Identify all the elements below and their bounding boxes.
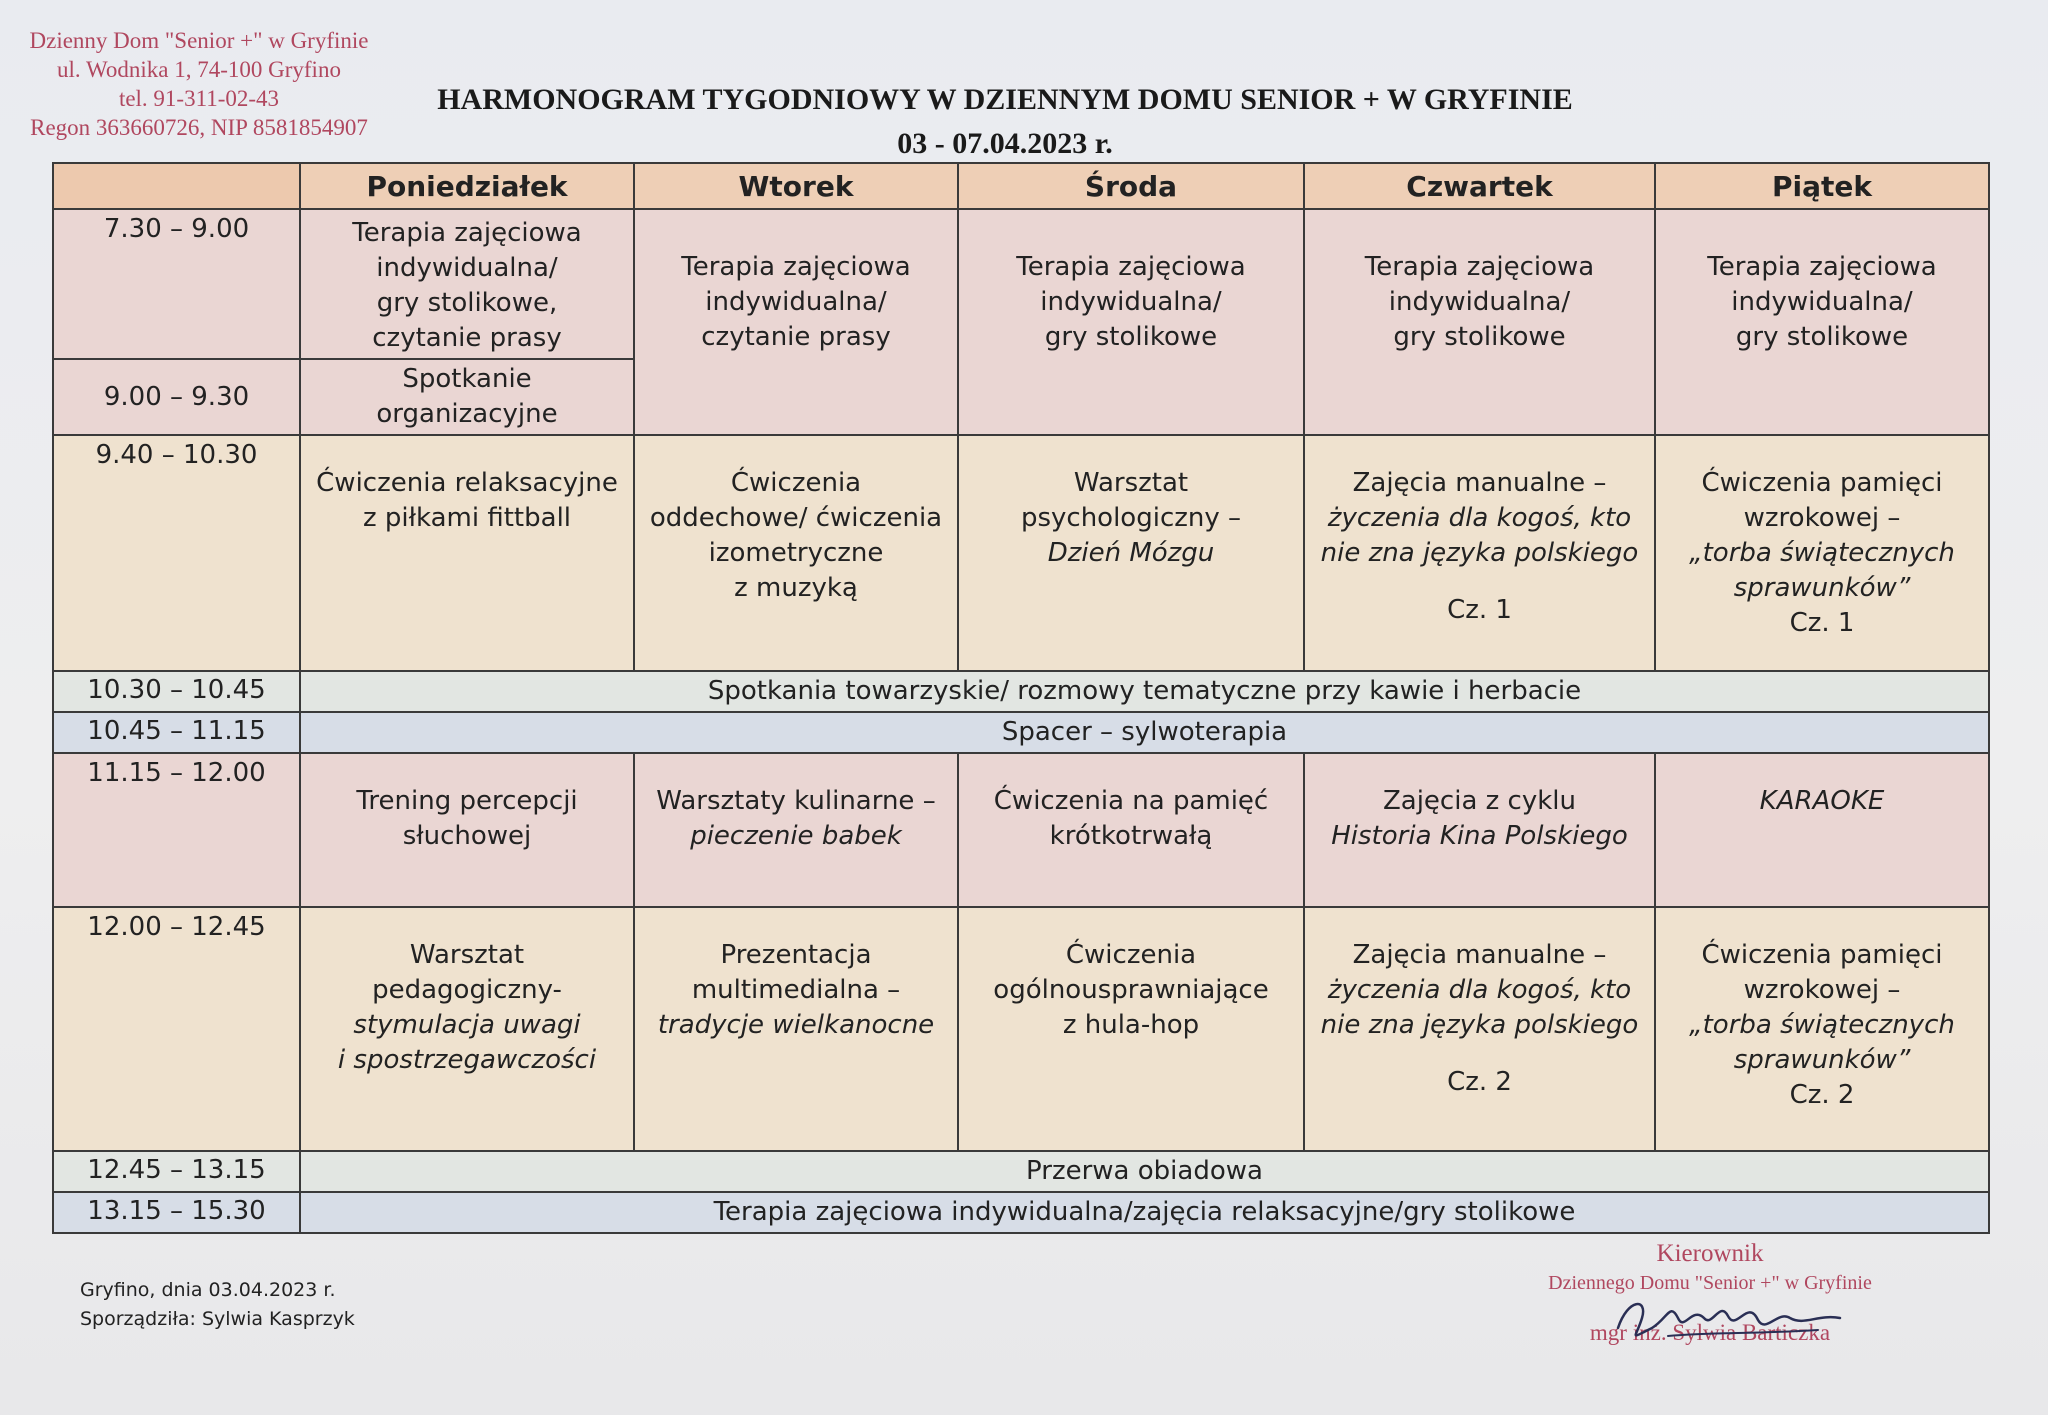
activity-line-italic: stymulacja uwagi [353,1010,581,1040]
activity-cell-all-days: Terapia zajęciowa indywidualna/zajęcia relaksacyjne/gry stolikowe [300,1192,1989,1233]
signature-role: Kierownik [1656,1240,1764,1267]
activity-cell-tue [634,435,958,671]
time-slot: 10.45 – 11.15 [53,712,300,753]
activity-line: Zajęcia manualne – [1352,468,1607,498]
activity-line: Warsztaty kulinarne – [656,786,936,816]
activity-cell-tue [634,753,958,907]
activity-part-label: Cz. 1 [1447,595,1512,625]
header-corner [53,163,300,209]
activity-line: czytanie prasy [372,323,562,353]
title-dates: 03 - 07.04.2023 r. [897,127,1113,160]
time-slot: 12.00 – 12.45 [53,907,300,1151]
activity-line: Warsztat pedagogiczny- [372,940,562,1005]
activity-line: wzrokowej – [1743,503,1901,533]
activity-line: Trening percepcji [356,786,578,816]
time-slot: 9.00 – 9.30 [53,359,300,435]
activity-line: gry stolikowe, [376,288,558,318]
activity-cell-mon [300,209,634,359]
activity-line: Prezentacja [720,940,872,970]
stamp-line: ul. Wodnika 1, 74-100 Gryfino [57,57,341,82]
time-slot: 11.15 – 12.00 [53,753,300,907]
activity-line: oddechowe/ ćwiczenia [649,503,943,533]
activity-line: gry stolikowe [1044,322,1218,352]
time-slot: 12.45 – 13.15 [53,1151,300,1192]
activity-line-italic: „torba świątecznych [1689,1010,1955,1040]
activity-line: Terapia zajęciowa [1016,252,1246,282]
activity-line: Ćwiczenia [730,468,862,498]
activity-line: słuchowej [402,821,532,851]
activity-cell-wed [958,753,1304,907]
activity-line: Terapia zajęciowa [1707,252,1937,282]
activity-line-italic: życzenia dla kogoś, kto [1327,975,1632,1005]
activity-line-italic: sprawunków” [1733,1045,1911,1075]
time-slot: 10.30 – 10.45 [53,671,300,712]
header-day-monday: Poniedziałek [300,163,634,209]
footer-prepared-by: Sporządziła: Sylwia Kasprzyk [80,1308,355,1330]
header-day-thursday: Czwartek [1304,163,1655,209]
activity-line-italic: pieczenie babek [690,821,902,851]
activity-line-italic: tradycje wielkanocne [657,1010,935,1040]
activity-line-italic: KARAOKE [1759,786,1885,816]
activity-part-label: Cz. 1 [1789,608,1855,638]
activity-cell-tue [634,907,958,1151]
activity-line-italic: Historia Kina Polskiego [1331,821,1628,851]
activity-cell-fri [1655,209,1989,435]
activity-line: indywidualna/ [1040,287,1222,317]
activity-line: indywidualna/ [1388,287,1571,317]
activity-line: Zajęcia z cyklu [1382,786,1577,816]
activity-line: gry stolikowe [1735,322,1909,352]
activity-cell-fri [1655,435,1989,671]
activity-line-italic: nie zna języka polskiego [1320,538,1639,568]
activity-cell-mon [300,435,634,671]
signature-block [1520,1238,1900,1348]
page-title [380,78,1630,166]
activity-line-italic: i spostrzegawczości [337,1045,597,1075]
activity-line: ogólnousprawniające [993,975,1269,1005]
activity-line: z muzyką [734,573,858,603]
activity-line: Ćwiczenia pamięci [1701,940,1943,970]
activity-cell-thu [1304,907,1655,1151]
header-day-tuesday: Wtorek [634,163,958,209]
activity-line: Ćwiczenia na pamięć [993,786,1269,816]
activity-cell-mon [300,907,634,1151]
activity-line: psychologiczny – [1020,503,1242,533]
activity-cell-wed [958,435,1304,671]
activity-line-italic: nie zna języka polskiego [1320,1010,1639,1040]
activity-line-italic: Dzień Mózgu [1047,538,1215,568]
activity-cell-all-days: Przerwa obiadowa [300,1151,1989,1192]
activity-line: krótkotrwałą [1049,821,1213,851]
document-footer [80,1276,355,1334]
activity-cell-mon [300,359,634,435]
activity-line: z piłkami fittball [362,503,572,533]
activity-line: z hula-hop [1062,1010,1200,1040]
activity-line: gry stolikowe [1393,322,1566,352]
activity-cell-wed [958,209,1304,435]
activity-line: multimedialna – [691,975,901,1005]
activity-line: Spotkanie [402,364,532,394]
activity-line: Terapia zajęciowa [681,252,911,282]
activity-line: Ćwiczenia relaksacyjne [316,468,618,498]
title-main: HARMONOGRAM TYGODNIOWY W DZIENNYM DOMU SENIOR + W GRYFINIE [437,83,1573,116]
header-day-friday: Piątek [1655,163,1989,209]
header-day-wednesday: Środa [958,163,1304,209]
institution-stamp [14,26,384,142]
activity-line: Terapia zajęciowa [1364,252,1595,282]
activity-line: izometryczne [708,538,884,568]
activity-part-label: Cz. 2 [1447,1067,1512,1097]
activity-line-italic: „torba świątecznych [1689,538,1955,568]
stamp-line: Regon 363660726, NIP 8581854907 [30,115,368,140]
footer-place-date: Gryfino, dnia 03.04.2023 r. [80,1279,336,1301]
stamp-line: tel. 91-311-02-43 [118,86,280,111]
activity-cell-wed [958,907,1304,1151]
stamp-line: Dzienny Dom "Senior +" w Gryfinie [29,28,369,53]
activity-line: Zajęcia manualne – [1352,940,1607,970]
activity-cell-thu [1304,209,1655,435]
activity-cell-all-days: Spacer – sylwoterapia [300,712,1989,753]
activity-cell-fri [1655,907,1989,1151]
activity-line: Warsztat [1073,468,1189,498]
activity-part-label: Cz. 2 [1789,1080,1855,1110]
signature-name: mgr inż. Sylwia Barticzka [1589,1320,1831,1345]
activity-cell-tue [634,209,958,435]
activity-cell-mon [300,753,634,907]
activity-line-italic: sprawunków” [1733,573,1911,603]
handwritten-signature-icon [1608,1288,1848,1348]
activity-line: indywidualna/ [705,287,887,317]
signature-org: Dziennego Domu "Senior +" w Gryfinie [1548,1272,1872,1294]
activity-cell-thu [1304,435,1655,671]
activity-line: Terapia zajęciowa [352,218,582,248]
time-slot: 9.40 – 10.30 [53,435,300,671]
activity-line: Ćwiczenia pamięci [1701,468,1943,498]
activity-line: czytanie prasy [701,322,891,352]
activity-line-italic: życzenia dla kogoś, kto [1327,503,1632,533]
activity-line: Ćwiczenia [1065,940,1197,970]
time-slot: 13.15 – 15.30 [53,1192,300,1233]
weekly-schedule-table [52,162,1990,1234]
activity-line: wzrokowej – [1743,975,1901,1005]
time-slot: 7.30 – 9.00 [53,209,300,359]
activity-line: indywidualna/ [1731,287,1913,317]
activity-cell-thu [1304,753,1655,907]
activity-line: organizacyjne [376,399,558,429]
activity-cell-all-days: Spotkania towarzyskie/ rozmowy tematyczne przy kawie i herbacie [300,671,1989,712]
activity-line: indywidualna/ [376,253,558,283]
activity-cell-fri [1655,753,1989,907]
